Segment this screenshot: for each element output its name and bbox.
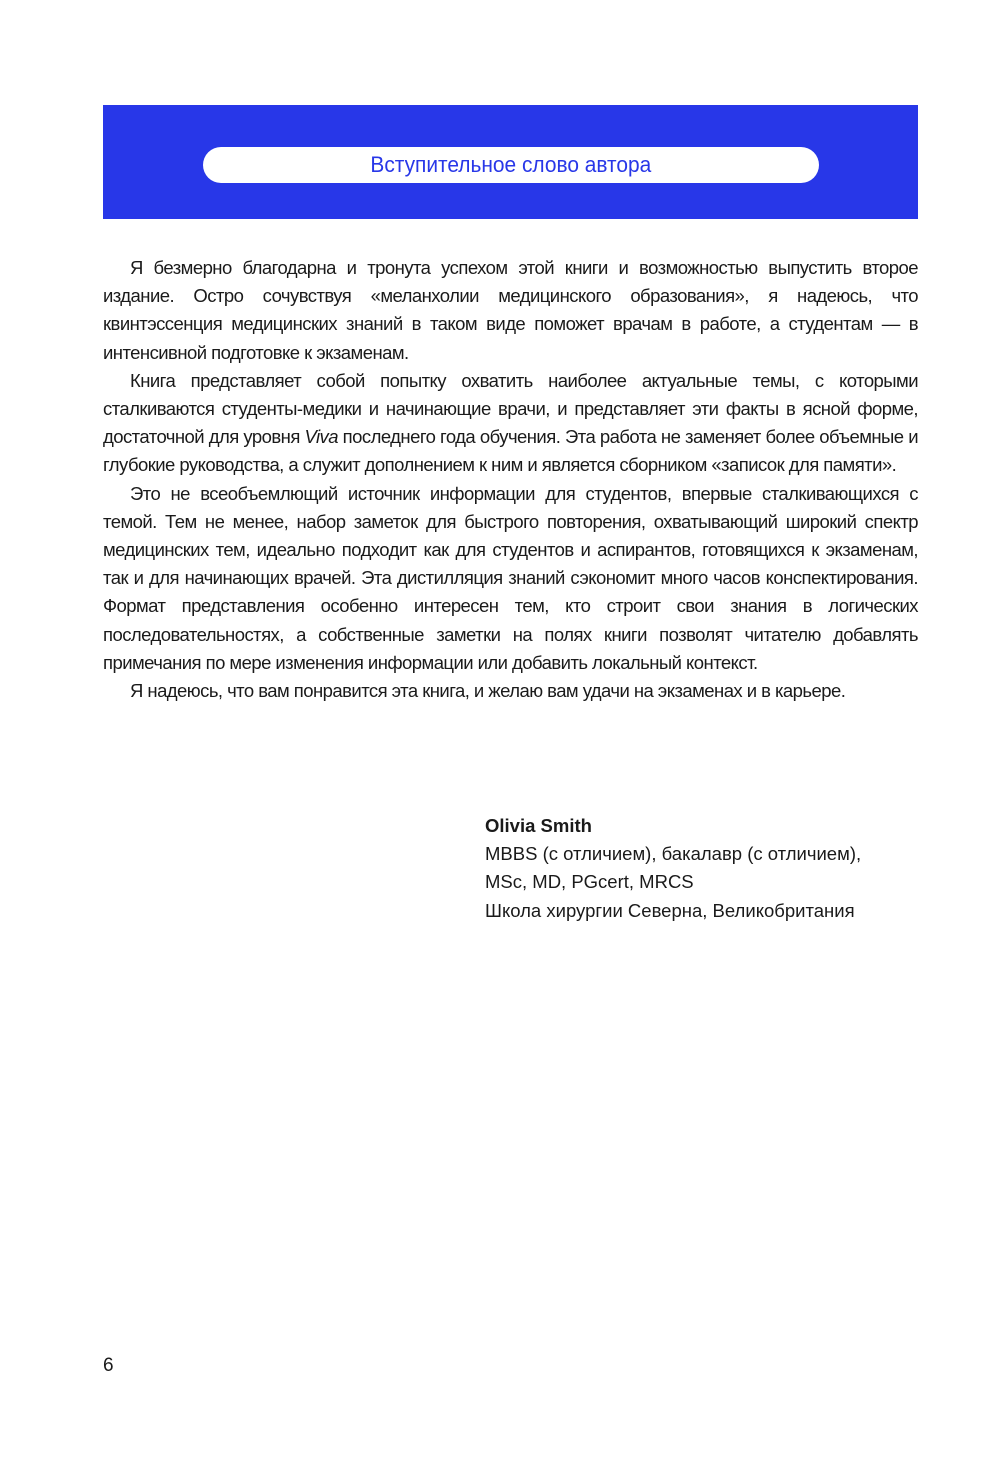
author-signature [485,812,935,925]
author-credentials-line: MSc, MD, PGcert, MRCS [485,871,694,893]
paragraph-1 [103,254,918,367]
italic-term: Viva [304,426,338,448]
paragraph-4 [103,677,918,705]
paragraph-text: Я безмерно благодарна и тронута успехом этой книги и возможностью выпустить второе издание. Остро сочувствуя «меланхолии медицинского образования», я надеюсь, что квинтэссенция медицинских знаний в таком виде поможет врачам в работе, а студентам — в интенсивной подготовке к экзаменам. [103,257,918,363]
chapter-title: Вступительное слово автора [370,152,652,177]
paragraph-2 [103,367,918,480]
foreword-body [103,254,918,705]
paragraph-text: последнего года обучения. Эта работа не заменяет более объемные и глубокие руководства, а служит дополнением к ним и является сборником «записок для памяти». [103,426,919,476]
author-affiliation: Школа хирургии Северна, Великобритания [485,899,855,921]
author-name: Olivia Smith [485,815,592,836]
paragraph-text: Книга представляет собой попытку охватить наиболее актуальные темы, с которыми сталкиваются студенты-медики и начинающие врачи, и представляет эти факты в ясной форме, достаточной для уровня [103,369,918,448]
paragraph-3 [103,480,918,677]
paragraph-text: Это не всеобъемлющий источник информации для студентов, впервые сталкивающихся с темой. Тем не менее, набор заметок для быстрого повторения, охватывающий широкий спектр медицинских тем, идеально подходит как для студентов и аспирантов, готовящихся к экзаменам, так и для начинающих врачей. Эта дистилляция знаний сэкономит много часов конспектирования. Формат представления особенно интересен тем, кто строит свои знания в логических последовательностях, а собственные заметки на полях книги позволят читателю добавлять примечания по мере изменения информации или добавить локальный контекст. [103,482,918,673]
chapter-header-banner [103,105,918,219]
page-number: 6 [103,1355,114,1376]
chapter-title-pill [203,147,819,183]
author-credentials-line: MBBS (с отличием), бакалавр (с отличием), [485,843,862,865]
paragraph-text: Я надеюсь, что вам понравится эта книга, и желаю вам удачи на экзаменах и в карьере. [130,680,846,702]
